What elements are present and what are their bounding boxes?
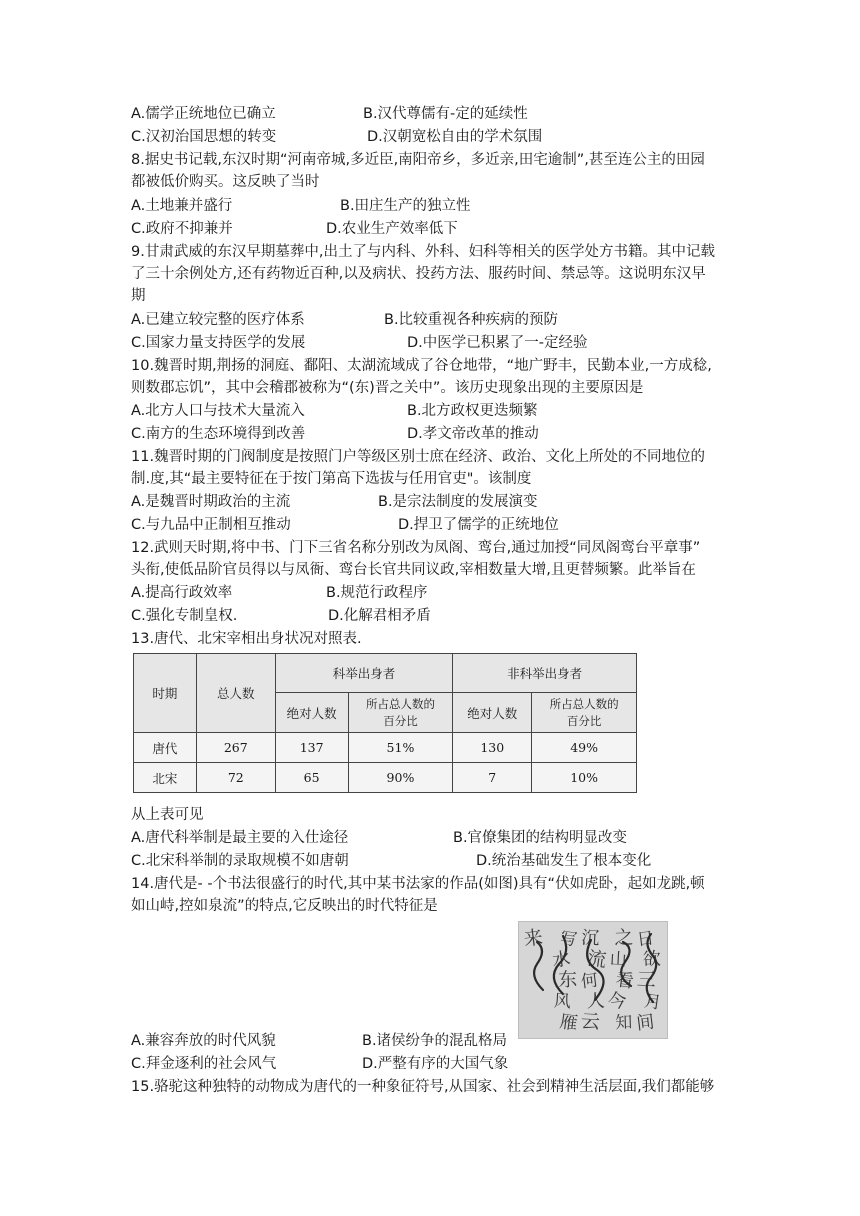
q11-option-b[interactable]: B.是宗法制度的发展演变 bbox=[378, 494, 538, 510]
q12-option-c[interactable]: C.强化专制皇权. bbox=[131, 608, 238, 624]
calligraphy-glyph: 何 bbox=[579, 970, 600, 993]
q13-option-a[interactable]: A.唐代科举制是最主要的入仕途径 bbox=[131, 830, 349, 846]
q14-option-b[interactable]: B.诸侯纷争的混乱格局 bbox=[362, 1033, 508, 1049]
row-keju-pct: 51% bbox=[348, 733, 453, 763]
row-nonkeju-abs: 130 bbox=[453, 733, 532, 763]
q15-stem-line-1: 15.骆驼这种独特的动物成为唐代的一种象征符号,从国家、社会到精神生活层面,我们都能够 bbox=[131, 1079, 715, 1095]
calligraphy-glyph: 雁 bbox=[558, 1011, 580, 1035]
q14-option-d[interactable]: D.严整有序的大国气象 bbox=[362, 1056, 509, 1072]
q8-stem-line-2: 都被低价购买。这反映了当时 bbox=[131, 174, 320, 190]
q8-stem-line-1: 8.据史书记载,东汉时期“河南帝城,多近臣,南阳帝乡，多近亲,田宅逾制”,甚至连公主的田园 bbox=[131, 152, 705, 168]
calligraphy-glyph: 人 bbox=[586, 990, 606, 1013]
calligraphy-glyph: 三 bbox=[636, 968, 657, 992]
row-period: 唐代 bbox=[134, 733, 197, 763]
row-total: 72 bbox=[196, 763, 275, 793]
calligraphy-glyph: 之 bbox=[613, 926, 634, 950]
header-keju-pct-line2: 百分比 bbox=[383, 713, 418, 728]
q7-option-c[interactable]: C.汉初治国思想的转变 bbox=[131, 129, 277, 145]
q8-option-b[interactable]: B.田庄生产的独立性 bbox=[340, 198, 471, 214]
q9-option-b[interactable]: B.比较重视各种疾病的预防 bbox=[384, 312, 559, 328]
q9-stem-line-3: 期 bbox=[131, 288, 146, 304]
q9-option-d[interactable]: D.中医学已积累了一-定经验 bbox=[407, 335, 588, 351]
q10-option-a[interactable]: A.北方人口与技术大量流入 bbox=[131, 403, 305, 419]
header-total: 总人数 bbox=[196, 654, 275, 733]
q10-stem-line-1: 10.魏晋时期,荆扬的洞庭、鄱阳、太湖流域成了谷仓地带，“地广野丰，民勤本业,一方成稔, bbox=[131, 358, 712, 374]
q11-stem-line-1: 11.魏晋时期的门阀制度是按照门户等级区别士庶在经济、政治、文化上所处的不同地位的 bbox=[131, 449, 706, 465]
q8-option-c[interactable]: C.政府不抑兼并 bbox=[131, 221, 233, 237]
q11-option-c[interactable]: C.与九品中正制相互推动 bbox=[131, 517, 291, 533]
row-nonkeju-pct: 10% bbox=[532, 763, 637, 793]
header-nonkeju: 非科举出身者 bbox=[453, 654, 637, 693]
header-nonkeju-pct bbox=[532, 693, 637, 733]
q12-option-a[interactable]: A.提高行政效率 bbox=[131, 585, 233, 601]
header-nonkeju-abs: 绝对人数 bbox=[453, 693, 532, 733]
q12-stem-line-2: 头衔,使低品阶官员得以与凤衙、鸾台长官共同议政,宰相数量大增,且更替频繁。此举旨在 bbox=[131, 562, 696, 578]
calligraphy-glyph: 欲 bbox=[642, 948, 662, 971]
q11-stem-line-2: 制.度,其“最主要特征在于按门第高下选拔与任用官吏"。该制度 bbox=[131, 471, 532, 487]
q10-option-c[interactable]: C.南方的生态环境得到改善 bbox=[131, 426, 306, 442]
calligraphy-image bbox=[518, 921, 668, 1039]
calligraphy-glyph: 沉 bbox=[580, 927, 600, 950]
q14-stem-line-1: 14.唐代是- -个书法很盛行的时代,其中某书法家的作品(如图)具有“伏如虎卧，起如龙跳,顿 bbox=[131, 876, 705, 892]
q12-stem-line-1: 12.武则天时期,将中书、门下三省名称分别改为凤阁、鸾台,通过加授“同凤阁鸾台平章事” bbox=[131, 540, 701, 556]
q9-stem-line-1: 9.甘肃武威的东汉早期墓葬中,出土了与内科、外科、妇科等相关的医学处方书籍。其中记载 bbox=[131, 244, 715, 260]
header-keju-pct bbox=[348, 693, 453, 733]
q12-option-d[interactable]: D.化解君相矛盾 bbox=[328, 608, 431, 624]
q9-option-c[interactable]: C.国家力量支持医学的发展 bbox=[131, 335, 306, 351]
header-nonkeju-pct-line2: 百分比 bbox=[566, 713, 602, 728]
q7-option-a[interactable]: A.儒学正统地位已确立 bbox=[131, 106, 276, 122]
calligraphy-glyph: 今 bbox=[606, 989, 629, 1014]
calligraphy-artwork bbox=[519, 922, 667, 1038]
calligraphy-glyph: 流 bbox=[585, 947, 608, 972]
q13-option-b[interactable]: B.官僚集团的结构明显改变 bbox=[453, 830, 628, 846]
table-row bbox=[134, 733, 637, 763]
q13-option-d[interactable]: D.统治基础发生了根本变化 bbox=[476, 853, 652, 869]
q14-stem-line-2: 如山峙,控如泉流”的特点,它反映出的时代特征是 bbox=[131, 898, 438, 914]
calligraphy-glyph: 写 bbox=[558, 928, 579, 951]
calligraphy-glyph: 来 bbox=[522, 926, 545, 951]
q7-option-b[interactable]: B.汉代尊儒有-定的延续性 bbox=[363, 106, 528, 122]
calligraphy-glyph: 山 bbox=[609, 949, 628, 971]
q7-option-d[interactable]: D.汉朝宽松自由的学术氛围 bbox=[367, 129, 543, 145]
calligraphy-glyph: 间 bbox=[635, 1011, 656, 1035]
header-keju: 科举出身者 bbox=[275, 654, 453, 693]
table-row bbox=[134, 763, 637, 793]
row-nonkeju-pct: 49% bbox=[532, 733, 637, 763]
calligraphy-glyph: 风 bbox=[553, 991, 572, 1013]
calligraphy-glyph: 东 bbox=[557, 968, 578, 992]
q10-option-d[interactable]: D.孝文帝改革的推动 bbox=[407, 426, 539, 442]
q13-option-c[interactable]: C.北宋科举制的录取规模不如唐朝 bbox=[131, 853, 349, 869]
q8-option-a[interactable]: A.土地兼并盛行 bbox=[131, 198, 233, 214]
calligraphy-glyph: 知 bbox=[614, 1012, 633, 1034]
row-nonkeju-abs: 7 bbox=[453, 763, 532, 793]
calligraphy-glyph: 看 bbox=[614, 969, 636, 993]
calligraphy-glyph: 水 bbox=[551, 948, 572, 972]
calligraphy-glyph: 云 bbox=[580, 1010, 601, 1034]
calligraphy-glyph: 月 bbox=[642, 991, 663, 1014]
row-keju-abs: 137 bbox=[275, 733, 348, 763]
header-nonkeju-pct-line1: 所占总人数的 bbox=[549, 696, 619, 711]
header-keju-pct-line1: 所占总人数的 bbox=[365, 696, 435, 711]
q11-option-d[interactable]: D.捍卫了儒学的正统地位 bbox=[398, 517, 559, 533]
q14-option-c[interactable]: C.拜金逐利的社会风气 bbox=[131, 1056, 277, 1072]
row-keju-pct: 90% bbox=[348, 763, 453, 793]
q13-stem-line-2: 从上表可见 bbox=[131, 807, 204, 823]
q9-stem-line-2: 了三十余例处方,还有药物近百种,以及病状、投药方法、服药时间、禁忌等。这说明东汉早 bbox=[131, 266, 706, 282]
q12-option-b[interactable]: B.规范行政程序 bbox=[326, 585, 428, 601]
row-period: 北宋 bbox=[134, 763, 197, 793]
comparison-table bbox=[133, 653, 637, 793]
header-period: 时期 bbox=[134, 654, 197, 733]
q10-option-b[interactable]: B.北方政权更迭频繁 bbox=[407, 403, 538, 419]
q9-option-a[interactable]: A.已建立较完整的医疗体系 bbox=[131, 312, 305, 328]
row-keju-abs: 65 bbox=[275, 763, 348, 793]
q10-stem-line-2: 则数郡忘饥”，其中会稽郡被称为“(东)晋之关中”。该历史现象出现的主要原因是 bbox=[131, 380, 644, 396]
q14-option-a[interactable]: A.兼容奔放的时代风貌 bbox=[131, 1033, 276, 1049]
header-keju-abs: 绝对人数 bbox=[275, 693, 348, 733]
q13-stem-line-1: 13.唐代、北宋宰相出身状况对照表. bbox=[131, 631, 362, 647]
q8-option-d[interactable]: D.农业生产效率低下 bbox=[326, 221, 458, 237]
calligraphy-glyph: 日 bbox=[635, 928, 656, 951]
q11-option-a[interactable]: A.是魏晋时期政治的主流 bbox=[131, 494, 291, 510]
row-total: 267 bbox=[196, 733, 275, 763]
